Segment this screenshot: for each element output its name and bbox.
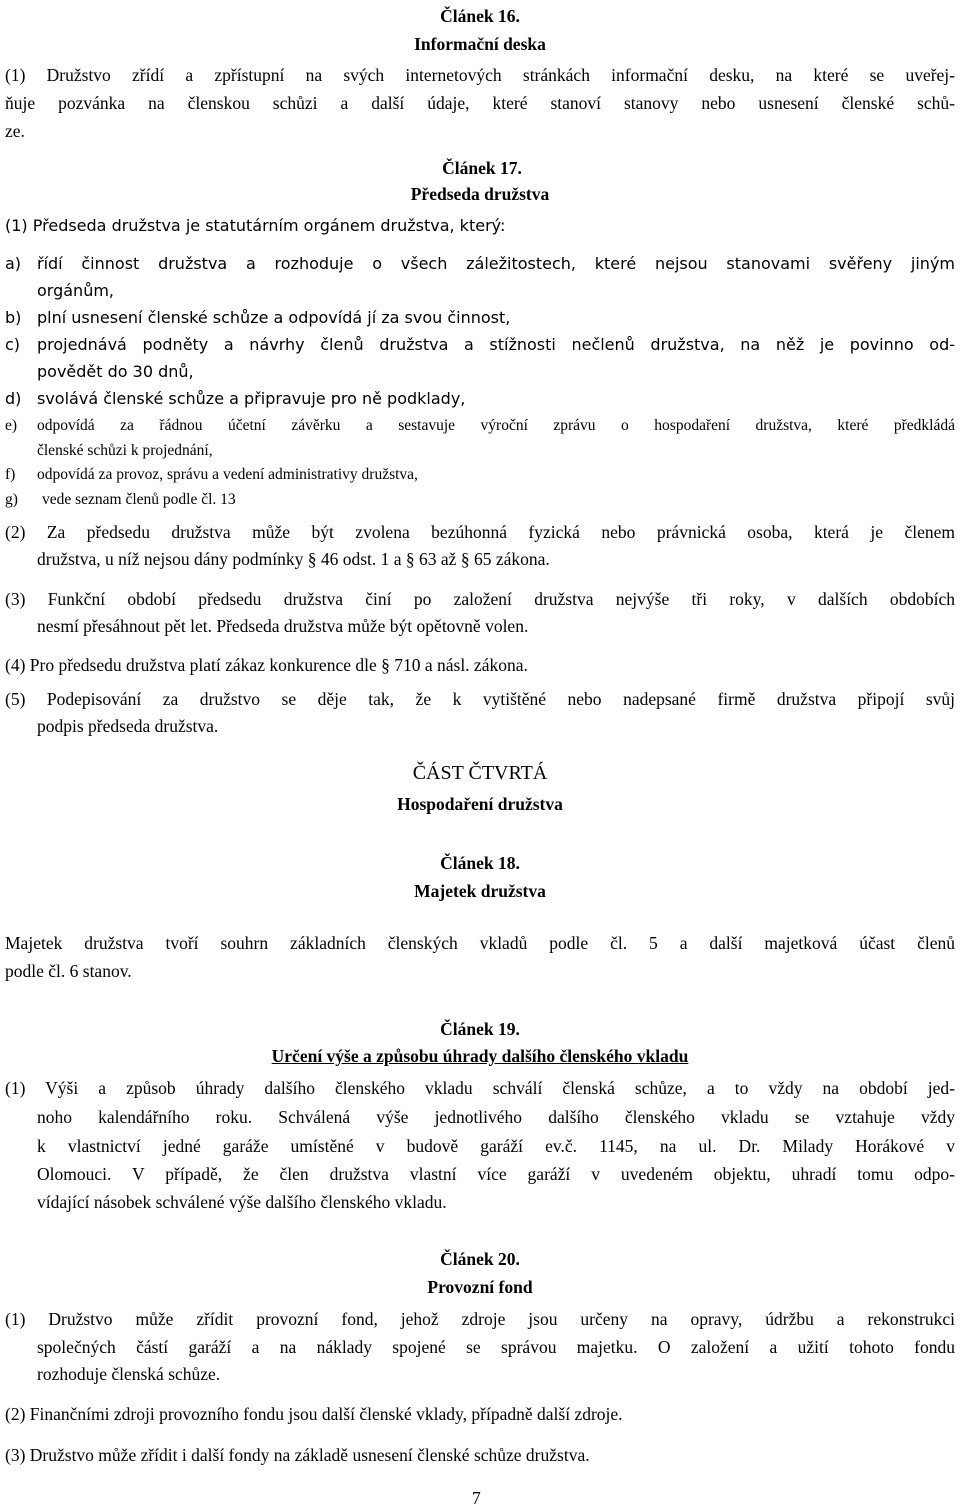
article-19-para-line: Olomouci. V případě, že člen družstva vlastní více garáží v uvedeném objektu, uhradí tomu odpo- [37,1164,955,1184]
article-19-para-line: noho kalendářního roku. Schválená výše jednotlivého dalšího členského vkladu se vztahuje vždy [37,1107,955,1127]
list-item-b: plní usnesení členské schůze a odpovídá jí za svou činnost, [37,308,511,327]
article-18-para-line: podle čl. 6 stanov. [5,961,132,981]
list-item-c: projednává podněty a návrhy členů družstva a stížnosti nečlenů družstva, na něž je povinno od- [37,335,955,354]
article-19-para-line: k vlastnictví jedné garáže umístěné v budově garáží ev.č. 1145, na ul. Dr. Milady Horákové v [37,1136,955,1156]
part-4-subtitle: Hospodaření družstva [397,794,563,814]
list-marker: e) [5,417,18,434]
article-18-title: Článek 18. [440,853,520,873]
article-17-para-3: (3) Funkční období předsedu družstva činí po založení družstva nejvýše tři roky, v dalších obdobích [5,589,955,609]
article-20-para-1: (1) Družstvo může zřídit provozní fond, jehož zdroje jsou určeny na opravy, údržbu a rekonstrukci [5,1309,955,1329]
article-19-subtitle: Určení výše a způsobu úhrady dalšího členského vkladu [271,1046,689,1066]
article-17-para-2-cont: družstva, u níž nejsou dány podmínky § 46 odst. 1 a § 63 až § 65 zákona. [37,549,550,569]
list-item-e-cont: členské schůzi k projednání, [37,442,213,459]
article-19-title: Článek 19. [440,1019,520,1039]
article-17-title-wrap [0,160,960,178]
article-20-para-1-cont: rozhoduje členská schůze. [37,1364,221,1384]
article-20-title: Článek 20. [440,1249,520,1269]
article-16-title: Článek 16. [440,6,520,26]
list-marker: d) [5,389,22,408]
list-marker: g) [5,491,18,508]
list-marker: b) [5,308,22,327]
article-20-para-3: (3) Družstvo může zřídit i další fondy na základě usnesení členské schůze družstva. [5,1445,590,1465]
article-16-para-line: ze. [5,121,25,141]
article-20-para-2: (2) Finančními zdroji provozního fondu jsou další členské vklady, případně další zdroje. [5,1404,623,1424]
article-16-subtitle: Informační deska [414,34,546,54]
article-20-subtitle: Provozní fond [427,1277,533,1297]
list-item-g: vede seznam členů podle čl. 13 [42,491,236,508]
article-17-para-5-cont: podpis předseda družstva. [37,716,219,736]
article-18-para-line: Majetek družstva tvoří souhrn základních členských vkladů podle čl. 5 a další majetková účast členů [5,933,955,953]
article-17-para-1: (1) Předseda družstva je statutárním orgánem družstva, který: [5,216,506,235]
list-item-a: řídí činnost družstva a rozhoduje o všech záležitostech, které nejsou stanovami svěřeny jiným [37,254,955,273]
list-marker: c) [5,335,21,354]
list-item-f: odpovídá za provoz, správu a vedení administrativy družstva, [37,466,418,483]
article-17-subtitle: Předseda družstva [410,184,550,204]
article-16-para-line: (1) Družstvo zřídí a zpřístupní na svých internetových stránkách informační desku, na které se uveřej- [5,65,955,85]
article-17-para-4: (4) Pro předsedu družstva platí zákaz konkurence dle § 710 a násl. zákona. [5,655,528,675]
list-item-e: odpovídá za řádnou účetní závěrku a sestavuje výroční zprávu o hospodaření družstva, které předkládá [37,417,955,434]
list-marker: f) [5,466,16,483]
article-17-para-3-cont: nesmí přesáhnout pět let. Předseda družstva může být opětovně volen. [37,616,529,636]
article-17-title: Článek 17. [442,158,522,178]
article-19-para-line: vídající násobek schválené výše dalšího členského vkladu. [37,1192,447,1212]
article-19-para-line: (1) Výši a způsob úhrady dalšího členského vkladu schválí členská schůze, a to vždy na období jed- [5,1078,955,1098]
article-17-para-5: (5) Podepisování za družstvo se děje tak, že k vytištěné nebo nadepsané firmě družstva připojí svůj [5,689,955,709]
article-16-para-line: ňuje pozvánka na členskou schůzi a další údaje, které stanoví stanovy nebo usnesení členské schů- [5,93,955,113]
list-item-a-cont: orgánům, [37,281,114,300]
article-20-para-1-cont: společných částí garáží a na náklady spojené se správou majetku. O založení a užití tohoto fondu [37,1337,955,1357]
page-number: 7 [472,1488,481,1508]
list-item-c-cont: povědět do 30 dnů, [37,362,194,381]
part-4-title: ČÁST ČTVRTÁ [412,762,548,784]
list-item-d: svolává členské schůze a připravuje pro ně podklady, [37,389,466,408]
article-17-para-2: (2) Za předsedu družstva může být zvolena bezúhonná fyzická nebo právnická osoba, která je členem [5,522,955,542]
article-18-subtitle: Majetek družstva [414,881,546,901]
list-marker: a) [5,254,22,273]
